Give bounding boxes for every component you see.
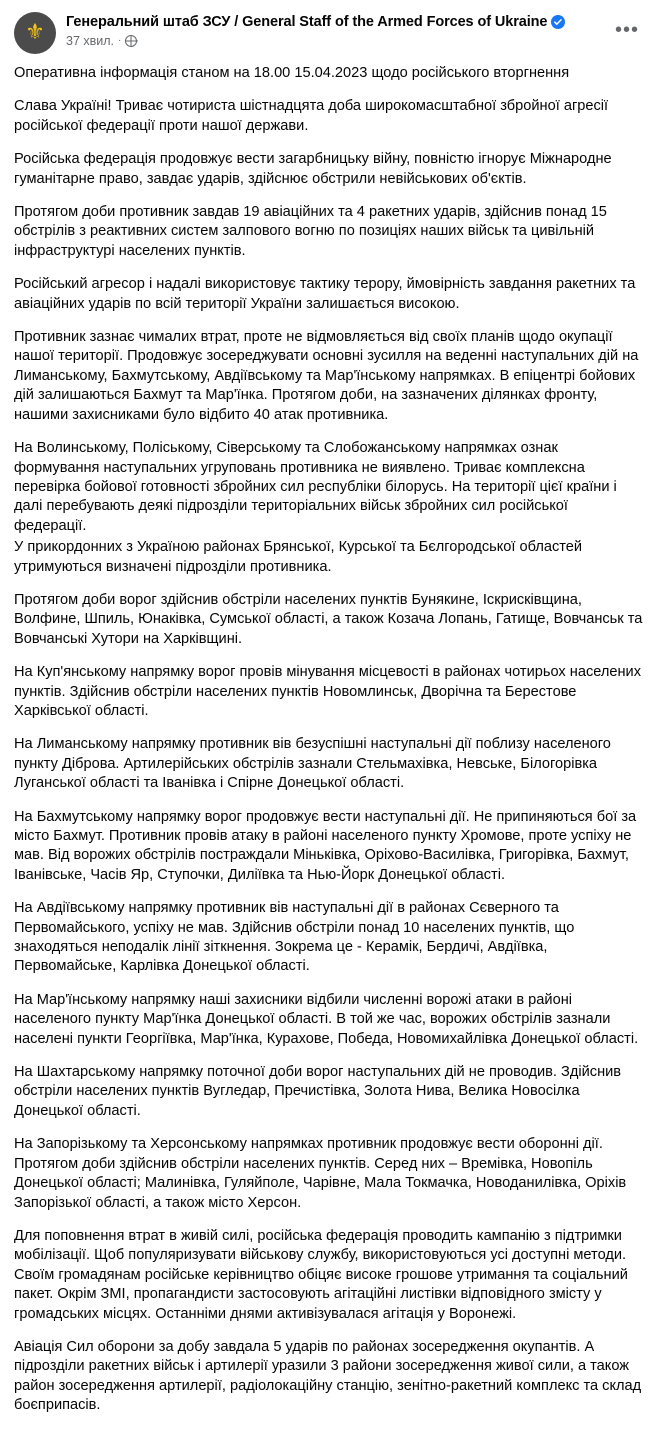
post-paragraph: На Шахтарському напрямку поточної доби ворог наступальних дій не проводив. Здійснив обстріли населених пунктів Вугледар, Пречистівка, Золота Нива, Велика Новосілка Донецької області. [14, 1064, 622, 1119]
timestamp[interactable]: 37 хвил. [66, 34, 115, 48]
post-paragraph: Для поповнення втрат в живій силі, російська федерація проводить кампанію з підтримки мобілізації. Щоб популяризувати військову службу, використовуються усі доступні методи. Своїм громадянам російське керівництво обіцяє високе грошове утримання та соціальний пакет. Окрім ЗМІ, пропагандисти застосовують агітаційні листівки відповідного змісту у громадських місцях. Останніми днями активізувалася агітація у Воронежі. [14, 1227, 628, 1322]
post-paragraph: Противник зазнає чималих втрат, проте не відмовляється від своїх планів щодо окупації нашої території. Продовжує зосереджувати основні зусилля на веденні наступальних дій на Лиманському, Бахмутському, Авдіївському та Мар'їнському напрямках. В епіцентрі бойових дій залишаються Бахмут та Мар'їнка. Протягом доби, на зазначених ділянках фронту, нашими захисниками було відбито 40 атак противника. [14, 329, 639, 423]
post-paragraph: Авіація Сил оборони за добу завдала 5 ударів по районах зосередження окупантів. А підрозділи ракетних військ і артилерії уразили 3 райони зосередження живої сили, а також район зосередження артилерії, радіолокаційну станцію, зенітно-ракетний комплекс та склад боєприпасів. [14, 1338, 642, 1414]
post-paragraph: Протягом доби противник завдав 19 авіаційних та 4 ракетних ударів, здійснив понад 15 обстрілів з реактивних систем залпового вогню по позиціях наших військ та цивільній інфраструктурі населених пунктів. [14, 204, 607, 259]
post-paragraph: Оперативна інформація станом на 18.00 15.04.2023 щодо російського вторгнення [14, 65, 570, 81]
avatar[interactable] [14, 12, 56, 54]
trident-icon: ⚜ [25, 20, 45, 45]
post-paragraph: На Запорізькому та Херсонському напрямках противник продовжує вести оборонні дії. Протягом доби здійснив обстріли населених пунктів. Серед них – Времівка, Новопіль Донецької області; Малинівка, Гуляйполе, Чарівне, Мала Токмачка, Новоданилівка, Оріхів Запорізької області, а також місто Херсон. [14, 1136, 627, 1211]
author-row [66, 13, 611, 31]
post-paragraph: На Авдіївському напрямку противник вів наступальні дії в районах Сєверного та Первомайського, успіху не мав. Здійснив обстріли понад 10 населених пунктів, що знаходяться неподалік лінії зіткнення. Зокрема це - Керамік, Бердичі, Авдіївка, Первомайське, Карлівка Донецької області. [14, 900, 575, 975]
post-paragraph: На Лиманському напрямку противник вів безуспішні наступальні дії поблизу населеного пункту Діброва. Артилерійських обстрілів зазнали Стельмахівка, Невське, Білогорівка Луганської області та Іванівка і Спірне Донецької області. [14, 736, 611, 792]
meta-separator-dot: · [118, 35, 122, 46]
post-paragraph: На Куп'янському напрямку ворог провів мінування місцевості в районах чотирьох населених пунктів. Здійснив обстріли населених пунктів Новомлинськ, Дворічна та Берестове Харківської області. [14, 664, 642, 719]
post-body [0, 60, 657, 1430]
post-header [0, 0, 657, 60]
post-paragraph: Протягом доби ворог здійснив обстріли населених пунктів Бунякине, Іскрисківщина, Волфине, Шпиль, Юнаківка, Сумської області, а також Козача Лопань, Гатище, Вовчанськ та Вовчанські Хутори на Харківщині. [14, 591, 643, 647]
post-paragraph: На Волинському, Поліському, Сіверському та Слобожанському напрямках ознак формування наступальних угруповань противника не виявлено. Триває комплексна перевірка бойової готовності збройних сил республіки білорусь. На території цієї країни і далі перебувають деякі підрозділи територіальних військ збройних сил російської федерації. [14, 440, 617, 534]
verified-badge-icon [551, 15, 565, 29]
post-header-text [56, 12, 611, 48]
post-paragraph: Російська федерація продовжує вести загарбницьку війну, повністю ігнорує Міжнародне гуманітарне право, завдає ударів, здійснює обстрили невійськових об'єктів. [14, 151, 612, 187]
post-paragraph: На Бахмутському напрямку ворог продовжує вести наступальні дії. Не припиняються бої за місто Бахмут. Противник провів атаку в районі населеного пункту Хромове, проте успіху не мав. Від ворожих обстрілів постраждали Міньківка, Оріхово-Василівка, Григорівка, Бахмут, Іванівське, Часів Яр, Ступочки, Диліївка та Нью-Йорк Донецької області. [14, 808, 637, 883]
post-meta [66, 34, 611, 48]
post-paragraph: Слава Україні! Триває чотириста шістнадцята доба широкомасштабної збройної агресії російської федерації проти нашої держави. [14, 98, 609, 134]
post-paragraph: Російський агресор і надалі використовує тактику терору, ймовірність завдання ракетних та авіаційних ударів по всій території України залишається високою. [14, 276, 636, 312]
page-name[interactable]: Генеральний штаб ЗСУ / General Staff of the Armed Forces of Ukraine [66, 14, 548, 30]
post-paragraph: У прикордонних з Україною районах Брянської, Курської та Бєлгородської областей утримуються визначені підрозділи противника. [14, 539, 583, 575]
post-options-menu-button[interactable]: ••• [614, 18, 639, 41]
globe-icon [125, 35, 137, 47]
post-paragraph: На Мар'їнському напрямку наші захисники відбили численні ворожі атаки в районі населеного пункту Мар'їнка Донецької області. В той же час, ворожих обстрілів зазнали населені пункти Георгіївка, Мар'їнка, Курахове, Победа, Новомихайлівка Донецької області. [14, 991, 639, 1047]
